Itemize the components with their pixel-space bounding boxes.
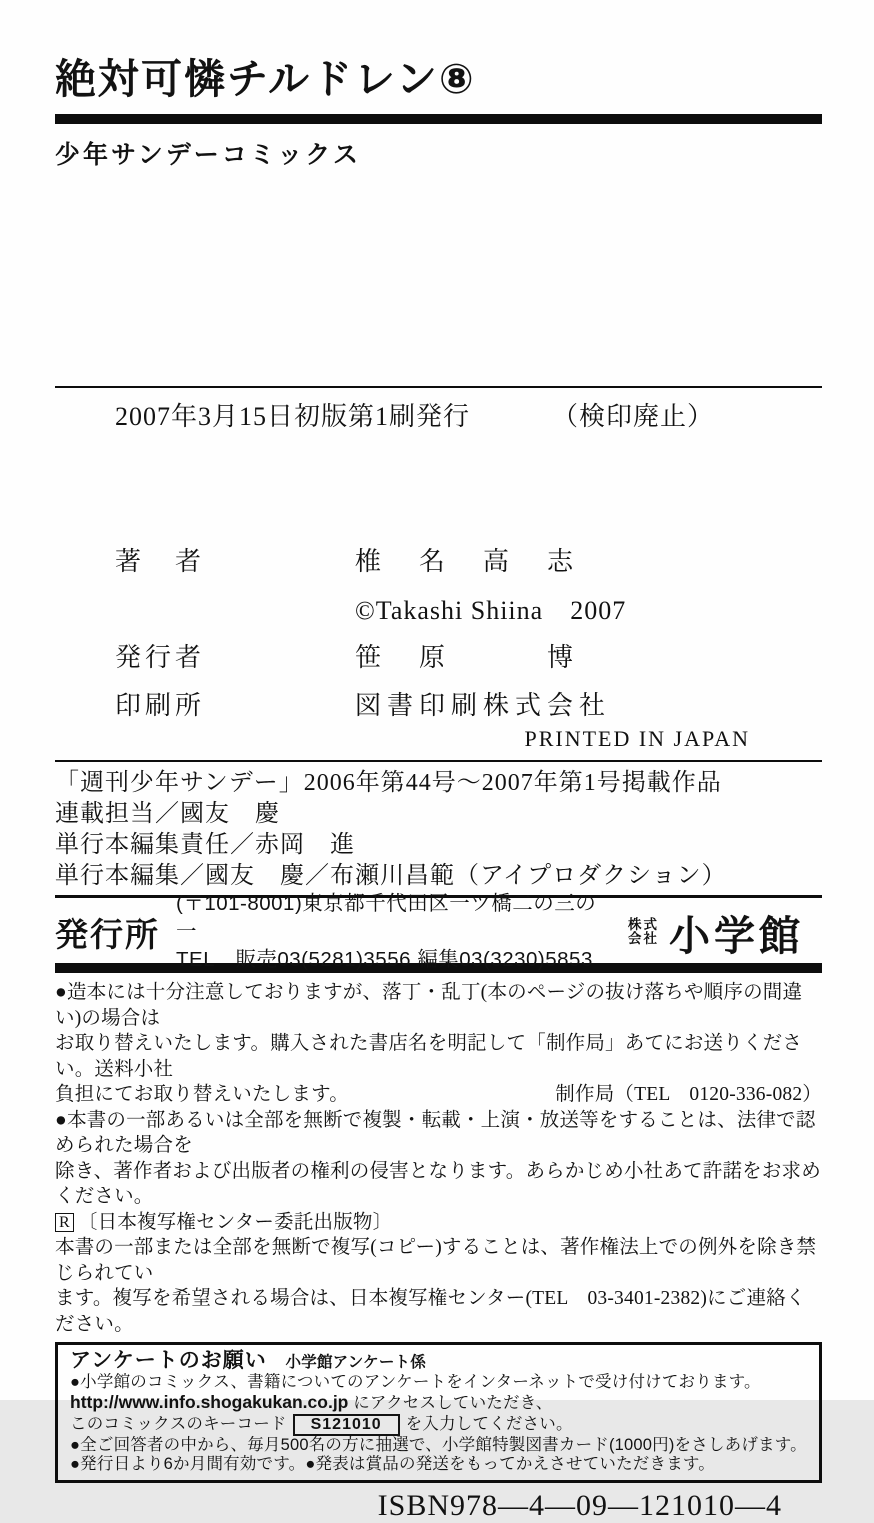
printer-name: 図書印刷株式会社	[355, 691, 612, 721]
survey-title: アンケートのお願い	[70, 1349, 267, 1373]
edition-date: 2007年3月15日初版第1刷発行	[115, 402, 471, 432]
survey-department: 小学館アンケート係	[285, 1354, 426, 1372]
survey-validity-line: ●発行日より6か月間有効です。●発表は賞品の発送をもってかえさせていただきます。	[70, 1455, 715, 1474]
survey-prize-line: ●全ご回答者の中から、毎月500名の方に抽選で、小学館特製図書カード(1000円)をさしあげます。	[70, 1435, 807, 1454]
keycode-value-box: S121010	[293, 1414, 400, 1436]
isbn-number: ISBN978—4—09—121010—4	[377, 1489, 782, 1523]
photocopy-notice-line2: ます。複写を希望される場合は、日本複写権センター(TEL 03-3401-2382)にご連絡ください。	[55, 1288, 806, 1335]
publisher-company-name: 小学館	[669, 912, 804, 959]
volume-chief-editor-line: 単行本編集責任／赤岡 進	[55, 832, 355, 859]
binding-notice-line1: ●造本には十分注意しておりますが、落丁・乱丁(本のページの抜け落ちや順序の間違い)の場合は	[55, 982, 803, 1029]
serialization-line: 「週刊少年サンデー」2006年第44号～2007年第1号掲載作品	[55, 770, 722, 797]
series-name: 少年サンデーコミックス	[55, 141, 362, 170]
copyright-notice-line2: 除き、著作者および出版者の権利の侵害となります。あらかじめ小社あて許諾をお求めください。	[55, 1160, 821, 1208]
copyright-notice-line1: ●本書の一部あるいは全部を無断で複製・転載・上演・放送等をすることは、法律で認められた場合を	[55, 1109, 816, 1157]
serial-editor-line: 連載担当／國友 慶	[55, 801, 280, 828]
kabushiki-gaisha-stack	[628, 918, 659, 946]
registered-r-box-icon: R	[55, 1213, 74, 1232]
author-row	[55, 541, 822, 578]
copyright-line: ©Takashi Shiina 2007	[355, 596, 627, 626]
book-title: 絶対可憐チルドレン⑧	[55, 56, 476, 102]
photocopy-notice-line1: 本書の一部または全部を無断で複写(コピー)することは、著作権法上での例外を除き禁じられてい	[55, 1237, 817, 1284]
survey-intro-line: ●小学館のコミックス、書籍についてのアンケートをインターネットで受け付けております。	[70, 1372, 761, 1391]
survey-header	[70, 1351, 807, 1373]
binding-notice-line3	[55, 1082, 822, 1108]
binding-notice-line2: お取り替えいたします。購入された書店名を明記して「制作局」あてにお送りください。送料小社	[55, 1033, 803, 1080]
author-label: 著 者	[115, 547, 206, 577]
seisakukyoku-tel: 制作局（TEL 0120-336-082）	[555, 1084, 822, 1106]
serialization-credits	[55, 768, 822, 892]
printed-in-japan: PRINTED IN JAPAN	[524, 726, 750, 752]
inspection-abolished-note: （検印廃止）	[552, 402, 715, 432]
credits-top-rule	[55, 760, 822, 762]
legal-notices	[55, 980, 822, 1337]
publisher-tel: TEL 販売03(5281)3556 編集03(3230)5853	[176, 948, 593, 972]
printer-row	[55, 685, 822, 722]
publisher-address: (〒101-8001)東京都千代田区一ツ橋二の三の一	[176, 892, 597, 944]
survey-keycode-line	[70, 1414, 807, 1436]
jrrc-line	[55, 1210, 822, 1236]
edition-top-rule	[55, 386, 822, 388]
publisher-person-row	[55, 637, 822, 674]
publisher-label: 発行所	[55, 915, 160, 953]
kk-bottom: 会社	[628, 931, 659, 947]
publisher-address-block	[176, 890, 616, 974]
survey-url-suffix: にアクセスしていただき、	[353, 1393, 553, 1412]
keycode-suffix: を入力してください。	[405, 1414, 573, 1433]
survey-url-line	[70, 1393, 807, 1414]
edition-row	[55, 396, 822, 433]
volume-editors-line: 単行本編集／國友 慶／布瀬川昌範（アイプロダクション）	[55, 863, 727, 890]
publisher-row	[55, 892, 822, 972]
title-rule	[55, 114, 822, 124]
binding-notice-line3-text: 負担にてお取り替えいたします。	[55, 1084, 349, 1106]
colophon-table	[55, 541, 822, 722]
publisher-person-label: 発行者	[115, 643, 206, 673]
keycode-prefix: このコミックスのキーコード	[70, 1414, 287, 1433]
printer-label: 印刷所	[115, 691, 206, 721]
survey-request-box	[55, 1342, 822, 1483]
kk-top: 株式	[628, 917, 659, 933]
publisher-person-name: 笹 原 博	[355, 643, 580, 673]
survey-url: http://www.info.shogakukan.co.jp	[70, 1391, 349, 1412]
jrrc-label: 〔日本複写権センター委託出版物〕	[77, 1211, 393, 1233]
author-name: 椎 名 高 志	[355, 547, 580, 577]
